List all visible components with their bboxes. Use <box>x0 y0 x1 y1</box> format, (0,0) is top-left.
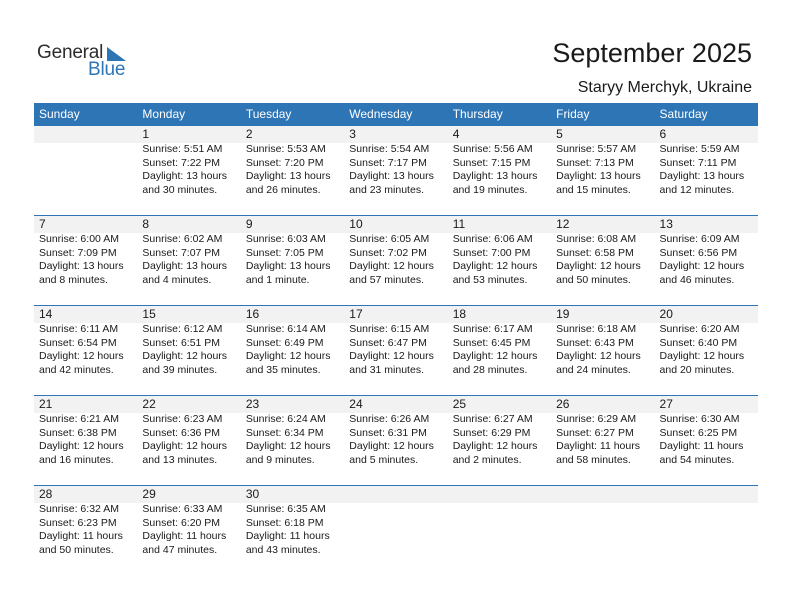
daylight-minutes: and 46 minutes. <box>659 273 735 286</box>
day-number: 8 <box>137 216 240 233</box>
sunrise-time: Sunrise: 6:11 AM <box>39 323 119 335</box>
day-cell <box>344 126 447 216</box>
empty-day-cell <box>448 486 551 576</box>
day-number: 7 <box>34 216 137 233</box>
sunrise-time: Sunrise: 5:57 AM <box>556 143 637 155</box>
day-cell <box>448 216 551 306</box>
day-number: 6 <box>655 126 758 143</box>
daylight-hours: Daylight: 12 hours <box>452 260 538 272</box>
daylight-minutes: and 13 minutes. <box>142 453 218 466</box>
day-cell <box>241 306 344 396</box>
daylight-minutes: and 31 minutes. <box>349 363 424 376</box>
sunset-time: Sunset: 6:51 PM <box>142 336 221 349</box>
sunrise-time: Sunrise: 6:35 AM <box>245 503 326 515</box>
daylight-hours: Daylight: 12 hours <box>556 350 641 362</box>
sunrise-time: Sunrise: 5:59 AM <box>659 143 740 155</box>
day-number: 14 <box>34 306 137 323</box>
sunrise-time: Sunrise: 5:51 AM <box>142 143 223 155</box>
daylight-minutes: and 8 minutes. <box>39 273 108 286</box>
sunset-time: Sunset: 7:20 PM <box>245 156 324 169</box>
brand-word-blue: Blue <box>88 59 126 80</box>
day-number <box>448 486 551 503</box>
weekday-header <box>34 103 758 125</box>
day-cell <box>551 216 654 306</box>
empty-day-cell <box>655 486 758 576</box>
sunset-time: Sunset: 6:45 PM <box>452 336 531 349</box>
sunrise-time: Sunrise: 6:08 AM <box>556 233 637 245</box>
daylight-minutes: and 2 minutes. <box>452 453 522 466</box>
day-number: 21 <box>34 396 137 413</box>
sunrise-time: Sunrise: 6:20 AM <box>659 323 740 335</box>
sunrise-time: Sunrise: 5:53 AM <box>245 143 326 155</box>
sunset-time: Sunset: 7:02 PM <box>349 246 427 259</box>
weekday-wednesday: Wednesday <box>349 107 413 121</box>
daylight-hours: Daylight: 13 hours <box>245 170 331 182</box>
daylight-hours: Daylight: 12 hours <box>349 440 434 452</box>
day-number <box>551 486 654 503</box>
location-label: Staryy Merchyk, Ukraine <box>577 79 752 96</box>
sunset-time: Sunset: 7:05 PM <box>245 246 324 259</box>
sunrise-time: Sunrise: 6:02 AM <box>142 233 223 245</box>
sunrise-time: Sunrise: 6:17 AM <box>452 323 533 335</box>
daylight-hours: Daylight: 12 hours <box>452 350 538 362</box>
sunrise-time: Sunrise: 5:56 AM <box>452 143 533 155</box>
brand-word-general: General <box>37 42 104 63</box>
day-number <box>655 486 758 503</box>
sunrise-time: Sunrise: 6:27 AM <box>452 413 533 425</box>
day-cell <box>448 306 551 396</box>
day-number: 1 <box>137 126 240 143</box>
day-number: 22 <box>137 396 240 413</box>
daylight-minutes: and 54 minutes. <box>659 453 735 466</box>
daylight-minutes: and 58 minutes. <box>556 453 631 466</box>
daylight-hours: Daylight: 11 hours <box>245 530 330 542</box>
day-cell <box>551 306 654 396</box>
week-row <box>34 395 758 486</box>
day-number <box>344 486 447 503</box>
day-cell <box>551 396 654 486</box>
day-cell <box>34 486 137 576</box>
sunset-time: Sunset: 6:23 PM <box>39 516 117 529</box>
sunset-time: Sunset: 6:54 PM <box>39 336 117 349</box>
daylight-minutes: and 23 minutes. <box>349 183 424 196</box>
daylight-hours: Daylight: 13 hours <box>556 170 641 182</box>
sunset-time: Sunset: 6:38 PM <box>39 426 117 439</box>
daylight-hours: Daylight: 12 hours <box>452 440 538 452</box>
daylight-minutes: and 28 minutes. <box>452 363 528 376</box>
daylight-minutes: and 50 minutes. <box>556 273 631 286</box>
sunset-time: Sunset: 6:20 PM <box>142 516 221 529</box>
day-number: 30 <box>241 486 344 503</box>
sunset-time: Sunset: 6:27 PM <box>556 426 634 439</box>
day-number: 15 <box>137 306 240 323</box>
sunset-time: Sunset: 6:29 PM <box>452 426 531 439</box>
day-cell <box>655 306 758 396</box>
day-number: 27 <box>655 396 758 413</box>
day-number <box>34 126 137 143</box>
sunset-time: Sunset: 6:47 PM <box>349 336 427 349</box>
daylight-minutes: and 50 minutes. <box>39 543 114 556</box>
sunrise-time: Sunrise: 6:05 AM <box>349 233 430 245</box>
day-number: 18 <box>448 306 551 323</box>
daylight-minutes: and 53 minutes. <box>452 273 528 286</box>
sunrise-time: Sunrise: 5:54 AM <box>349 143 430 155</box>
empty-day-cell <box>551 486 654 576</box>
daylight-hours: Daylight: 13 hours <box>245 260 331 272</box>
daylight-minutes: and 1 minute. <box>245 273 310 286</box>
sunset-time: Sunset: 7:13 PM <box>556 156 634 169</box>
daylight-hours: Daylight: 13 hours <box>452 170 538 182</box>
weekday-monday: Monday <box>142 107 186 121</box>
daylight-hours: Daylight: 11 hours <box>142 530 227 542</box>
sunset-time: Sunset: 7:00 PM <box>452 246 531 259</box>
sunset-time: Sunset: 7:11 PM <box>659 156 737 169</box>
daylight-hours: Daylight: 12 hours <box>39 350 124 362</box>
sunrise-time: Sunrise: 6:32 AM <box>39 503 119 515</box>
sunrise-time: Sunrise: 6:09 AM <box>659 233 740 245</box>
day-number: 20 <box>655 306 758 323</box>
day-cell <box>448 396 551 486</box>
day-number: 11 <box>448 216 551 233</box>
daylight-hours: Daylight: 12 hours <box>39 440 124 452</box>
day-cell <box>34 306 137 396</box>
day-number: 24 <box>344 396 447 413</box>
day-number: 10 <box>344 216 447 233</box>
daylight-minutes: and 43 minutes. <box>245 543 321 556</box>
day-number: 25 <box>448 396 551 413</box>
daylight-hours: Daylight: 12 hours <box>245 440 331 452</box>
empty-day-cell <box>344 486 447 576</box>
sunset-time: Sunset: 6:31 PM <box>349 426 427 439</box>
daylight-hours: Daylight: 12 hours <box>142 440 228 452</box>
daylight-hours: Daylight: 13 hours <box>39 260 124 272</box>
day-number: 13 <box>655 216 758 233</box>
daylight-minutes: and 30 minutes. <box>142 183 218 196</box>
sunset-time: Sunset: 6:18 PM <box>245 516 324 529</box>
sunset-time: Sunset: 6:25 PM <box>659 426 738 439</box>
daylight-hours: Daylight: 11 hours <box>556 440 640 452</box>
sunrise-time: Sunrise: 6:30 AM <box>659 413 740 425</box>
sunset-time: Sunset: 6:36 PM <box>142 426 221 439</box>
sunrise-time: Sunrise: 6:21 AM <box>39 413 119 425</box>
sunset-time: Sunset: 6:56 PM <box>659 246 738 259</box>
sunrise-time: Sunrise: 6:00 AM <box>39 233 119 245</box>
day-cell <box>34 216 137 306</box>
week-row <box>34 215 758 306</box>
week-row <box>34 305 758 396</box>
sunrise-time: Sunrise: 6:12 AM <box>142 323 223 335</box>
daylight-minutes: and 9 minutes. <box>245 453 315 466</box>
day-number: 9 <box>241 216 344 233</box>
daylight-minutes: and 5 minutes. <box>349 453 419 466</box>
daylight-hours: Daylight: 11 hours <box>659 440 744 452</box>
sunrise-time: Sunrise: 6:14 AM <box>245 323 326 335</box>
sunset-time: Sunset: 7:22 PM <box>142 156 221 169</box>
daylight-minutes: and 15 minutes. <box>556 183 631 196</box>
page-title: September 2025 <box>552 38 752 68</box>
daylight-minutes: and 16 minutes. <box>39 453 114 466</box>
day-cell <box>137 126 240 216</box>
weekday-thursday: Thursday <box>452 107 503 121</box>
sunrise-time: Sunrise: 6:18 AM <box>556 323 637 335</box>
sunrise-time: Sunrise: 6:33 AM <box>142 503 223 515</box>
sunset-time: Sunset: 7:17 PM <box>349 156 427 169</box>
sunset-time: Sunset: 7:09 PM <box>39 246 117 259</box>
daylight-minutes: and 26 minutes. <box>245 183 321 196</box>
sunset-time: Sunset: 6:49 PM <box>245 336 324 349</box>
day-number: 17 <box>344 306 447 323</box>
sunrise-time: Sunrise: 6:06 AM <box>452 233 533 245</box>
day-cell <box>448 126 551 216</box>
daylight-minutes: and 57 minutes. <box>349 273 424 286</box>
sunrise-time: Sunrise: 6:15 AM <box>349 323 430 335</box>
sunrise-time: Sunrise: 6:03 AM <box>245 233 326 245</box>
sunrise-time: Sunrise: 6:26 AM <box>349 413 430 425</box>
daylight-minutes: and 47 minutes. <box>142 543 218 556</box>
daylight-minutes: and 19 minutes. <box>452 183 528 196</box>
day-number: 5 <box>551 126 654 143</box>
day-number: 3 <box>344 126 447 143</box>
sunrise-time: Sunrise: 6:29 AM <box>556 413 637 425</box>
sunset-time: Sunset: 7:07 PM <box>142 246 221 259</box>
day-number: 4 <box>448 126 551 143</box>
day-cell <box>655 396 758 486</box>
sunset-time: Sunset: 7:15 PM <box>452 156 531 169</box>
daylight-hours: Daylight: 13 hours <box>142 170 228 182</box>
sunrise-time: Sunrise: 6:23 AM <box>142 413 223 425</box>
daylight-minutes: and 20 minutes. <box>659 363 735 376</box>
daylight-minutes: and 35 minutes. <box>245 363 321 376</box>
weekday-saturday: Saturday <box>659 107 708 121</box>
daylight-hours: Daylight: 12 hours <box>142 350 228 362</box>
day-cell <box>137 396 240 486</box>
daylight-hours: Daylight: 12 hours <box>245 350 331 362</box>
daylight-minutes: and 24 minutes. <box>556 363 631 376</box>
daylight-minutes: and 4 minutes. <box>142 273 212 286</box>
day-cell <box>34 396 137 486</box>
daylight-hours: Daylight: 12 hours <box>659 260 745 272</box>
day-cell <box>241 216 344 306</box>
day-cell <box>344 306 447 396</box>
week-row <box>34 485 758 576</box>
week-row <box>34 125 758 216</box>
day-cell <box>655 216 758 306</box>
day-number: 23 <box>241 396 344 413</box>
daylight-minutes: and 39 minutes. <box>142 363 218 376</box>
day-cell <box>137 306 240 396</box>
daylight-hours: Daylight: 13 hours <box>349 170 434 182</box>
daylight-hours: Daylight: 13 hours <box>142 260 228 272</box>
weekday-sunday: Sunday <box>39 107 80 121</box>
day-number: 26 <box>551 396 654 413</box>
daylight-hours: Daylight: 12 hours <box>556 260 641 272</box>
daylight-hours: Daylight: 12 hours <box>659 350 745 362</box>
day-cell <box>655 126 758 216</box>
day-number: 19 <box>551 306 654 323</box>
sunset-time: Sunset: 6:34 PM <box>245 426 324 439</box>
day-number: 16 <box>241 306 344 323</box>
daylight-minutes: and 12 minutes. <box>659 183 735 196</box>
sunset-time: Sunset: 6:58 PM <box>556 246 634 259</box>
day-cell <box>241 126 344 216</box>
sunset-time: Sunset: 6:40 PM <box>659 336 738 349</box>
day-number: 28 <box>34 486 137 503</box>
daylight-minutes: and 42 minutes. <box>39 363 114 376</box>
day-cell <box>241 486 344 576</box>
weekday-tuesday: Tuesday <box>245 107 292 121</box>
daylight-hours: Daylight: 11 hours <box>39 530 123 542</box>
day-cell <box>241 396 344 486</box>
brand-logo <box>37 42 137 82</box>
day-cell <box>551 126 654 216</box>
empty-day-cell <box>34 126 137 216</box>
sunrise-time: Sunrise: 6:24 AM <box>245 413 326 425</box>
daylight-hours: Daylight: 13 hours <box>659 170 745 182</box>
day-cell <box>137 486 240 576</box>
day-cell <box>137 216 240 306</box>
day-cell <box>344 396 447 486</box>
day-cell <box>344 216 447 306</box>
daylight-hours: Daylight: 12 hours <box>349 260 434 272</box>
daylight-hours: Daylight: 12 hours <box>349 350 434 362</box>
weekday-friday: Friday <box>556 107 590 121</box>
day-number: 12 <box>551 216 654 233</box>
day-number: 29 <box>137 486 240 503</box>
day-number: 2 <box>241 126 344 143</box>
sunset-time: Sunset: 6:43 PM <box>556 336 634 349</box>
